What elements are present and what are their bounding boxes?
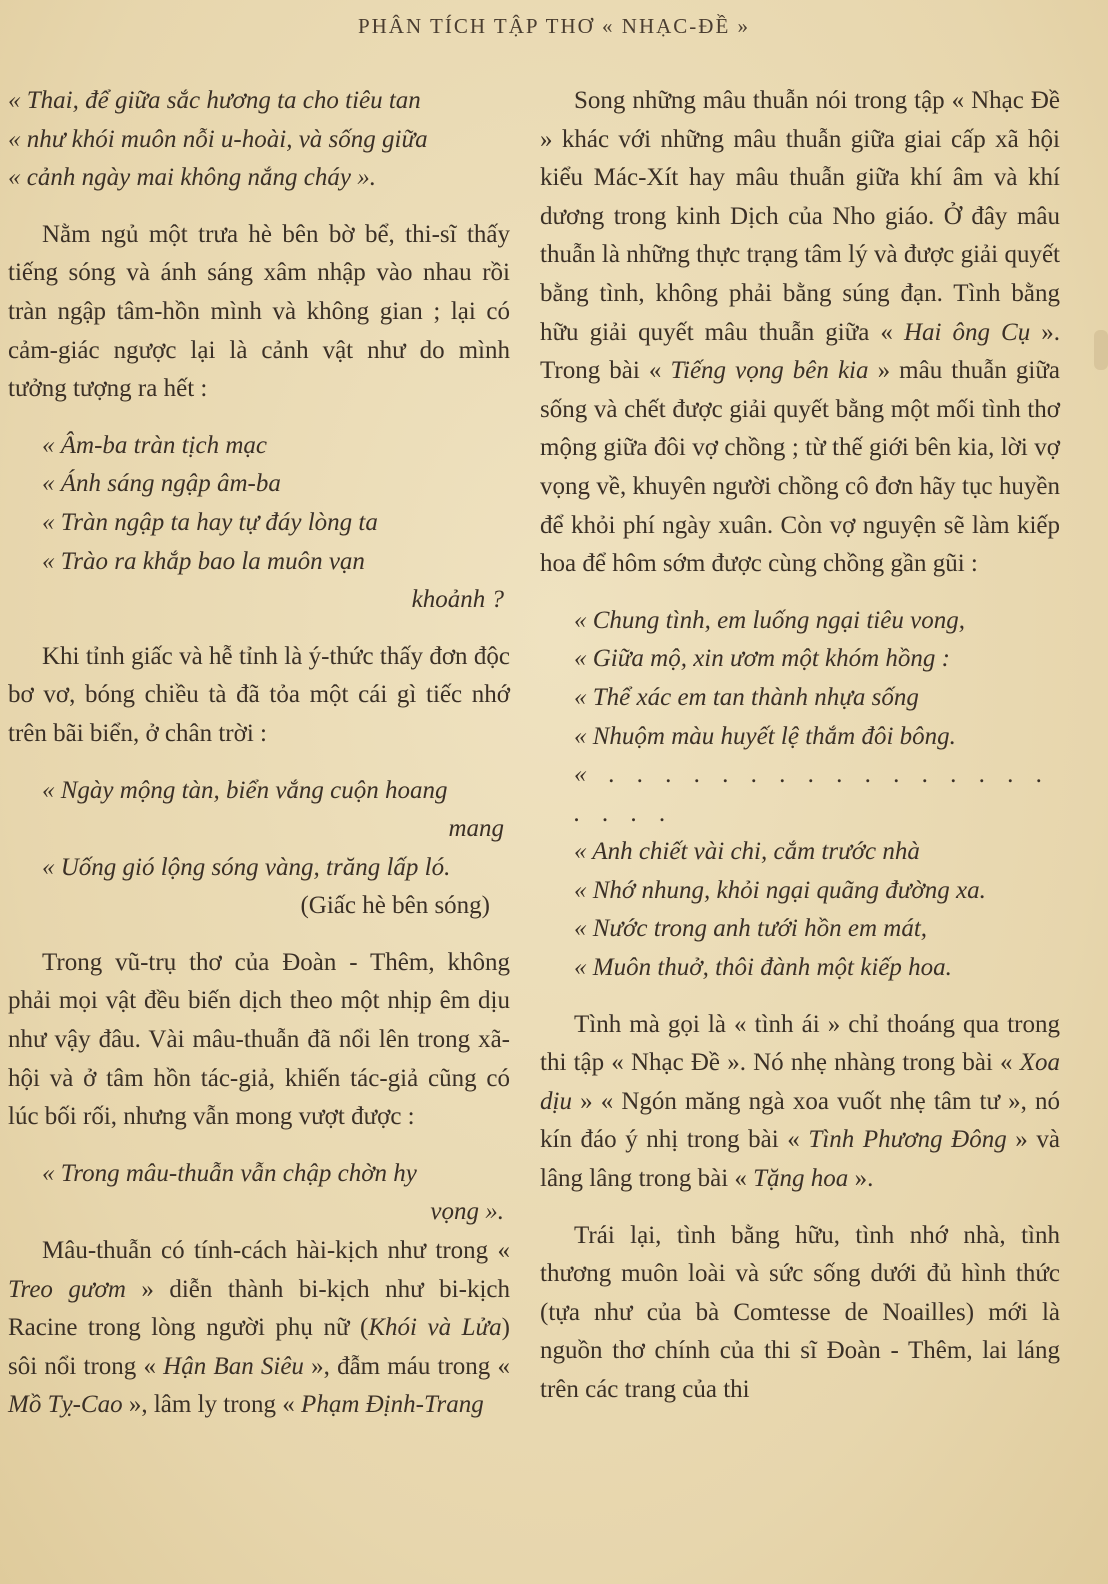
verse-quote-1 (8, 82, 510, 198)
paragraph: Nằm ngủ một trưa hè bên bờ bể, thi-sĩ thấy tiếng sóng và ánh sáng xâm nhập vào nhau rồi tràn ngập tâm-hồn mình và không gian ; lại có cảm-giác ngược lại là cảnh vật như do mình tưởng tượng ra hết : (8, 220, 510, 403)
verse-quote-5 (540, 602, 1060, 988)
paragraph: Song những mâu thuẫn nói trong tập « Nhạc Đề » khác với những mâu thuẫn giữa giai cấp xã hội kiểu Mác-Xít hay mâu thuẫn giữa khí âm và khí dương trong kinh Dịch của Nho giáo. Ở đây mâu thuẫn là những thực trạng tâm lý và được giải quyết bằng tình, không phải bằng súng đạn. Tình bằng hữu giải quyết mâu thuẫn giữa « Hai ông Cụ ». Trong bài « Tiếng vọng bên kia » mâu thuẫn giữa sống và chết được giải quyết bằng một mối tình thơ mộng giữa đôi vợ chồng ; từ thế giới bên kia, lời vợ vọng về, khuyên người chồng cô đơn hãy tục huyền để khỏi phí ngày xuân. Còn vợ nguyện sẽ làm kiếp hoa để hôm sớm được cùng chồng gần gũi : (540, 87, 1060, 578)
page-header: PHÂN TÍCH TẬP THƠ « NHẠC-ĐỀ » (357, 14, 751, 38)
verse-line: « Âm-ba tràn tịch mạc (42, 431, 267, 459)
paragraph: Trong vũ-trụ thơ của Đoàn - Thêm, không phải mọi vật đều biến dịch theo một nhịp êm dịu như vậy đâu. Vài mâu-thuẫn đã nổi lên trong xã-hội và ở tâm hồn tác-giả, khiến tác-giả cũng có lúc bối rối, nhưng vẫn mong vượt được : (8, 948, 510, 1131)
verse-line: « Nước trong anh tưới hồn em mát, (574, 915, 928, 943)
verse-line: « Ánh sáng ngập âm-ba (42, 470, 281, 498)
verse-line: « như khói muôn nỗi u-hoài, và sống giữa (8, 125, 428, 153)
right-column (540, 82, 1060, 1410)
verse-line-end: mang (448, 815, 504, 843)
paragraph: Khi tỉnh giấc và hễ tỉnh là ý-thức thấy đơn độc bơ vơ, bóng chiều tà đã tỏa một cái gì tiếc nhớ trên bãi biển, ở chân trời : (8, 642, 510, 747)
verse-line: « cảnh ngày mai không nắng cháy ». (8, 164, 376, 192)
work-title: Treo gươm (8, 1275, 126, 1303)
verse-line: « Chung tình, em luống ngại tiêu vong, (574, 606, 965, 634)
verse-quote-3 (8, 772, 510, 888)
verse-line-end: vọng ». (430, 1198, 504, 1226)
verse-line: « Thể xác em tan thành nhựa sống (574, 683, 919, 711)
work-title: Tiếng vọng bên kia (670, 357, 869, 385)
verse-line: « Tràn ngập ta hay tự đáy lòng ta (42, 508, 378, 536)
verse-ellipsis: « . . . . . . . . . . . . . . . . . . . . (574, 761, 1051, 827)
poem-caption: (Giấc hè bên sóng) (300, 892, 490, 920)
work-title: Xoa dịu (540, 1049, 1060, 1115)
verse-line: « Uống gió lộng sóng vàng, trăng lấp ló. (42, 853, 451, 881)
paragraph: Trái lại, tình bằng hữu, tình nhớ nhà, tình thương muôn loài và sức sống dưới đủ hình thức (tựa như của bà Comtesse de Noailles) mới là nguồn thơ chính của thi sĩ Đoàn - Thêm, lai láng trên các trang của thi (540, 1221, 1060, 1403)
work-title: Phạm Định-Trang (301, 1391, 484, 1419)
verse-line: « Ngày mộng tàn, biển vắng cuộn hoang (42, 776, 448, 804)
work-title: Hận Ban Siêu (163, 1352, 304, 1380)
verse-line: « Trong mâu-thuẫn vẫn chập chờn hy (42, 1159, 417, 1187)
work-title: Tặng hoa (753, 1165, 849, 1193)
verse-line: « Nhớ nhung, khỏi ngại quãng đường xa. (574, 876, 986, 904)
verse-line: « Trào ra khắp bao la muôn vạn (42, 547, 365, 575)
work-title: Khói và Lửa (368, 1314, 502, 1342)
verse-line: « Giữa mộ, xin ươm một khóm hồng : (574, 645, 950, 673)
work-title: Hai ông Cụ (903, 318, 1031, 346)
work-title: Tình Phương Đông (808, 1126, 1007, 1154)
verse-quote-2 (8, 427, 510, 620)
left-column (8, 82, 510, 1425)
verse-line-end: khoảnh ? (411, 586, 504, 614)
verse-line: « Anh chiết vài chi, cắm trước nhà (574, 838, 920, 866)
verse-line: « Nhuộm màu huyết lệ thắm đôi bông. (574, 722, 956, 750)
verse-line: « Muôn thuở, thôi đành một kiếp hoa. (574, 954, 952, 982)
paragraph: Mâu-thuẫn có tính-cách hài-kịch như trong « Treo gươm » diễn thành bi-kịch như bi-kịch Racine trong lòng người phụ nữ (Khói và Lửa) sôi nổi trong « Hận Ban Siêu », đẫm máu trong « Mồ Tỵ-Cao », lâm ly trong « Phạm Định-Trang (8, 1237, 511, 1419)
paper-stain (1094, 330, 1108, 370)
verse-line: « Thai, để giữa sắc hương ta cho tiêu tan (8, 87, 421, 114)
paragraph: Tình mà gọi là « tình ái » chỉ thoáng qua trong thi tập « Nhạc Đề ». Nó nhẹ nhàng trong bài « Xoa dịu » « Ngón măng ngà xoa vuốt nhẹ tâm tư », nó kín đáo ý nhị trong bài « Tình Phương Đông » và lâng lâng trong bài « Tặng hoa ». (540, 1010, 1060, 1193)
work-title: Mồ Tỵ-Cao (8, 1391, 123, 1419)
verse-quote-4 (8, 1155, 510, 1232)
